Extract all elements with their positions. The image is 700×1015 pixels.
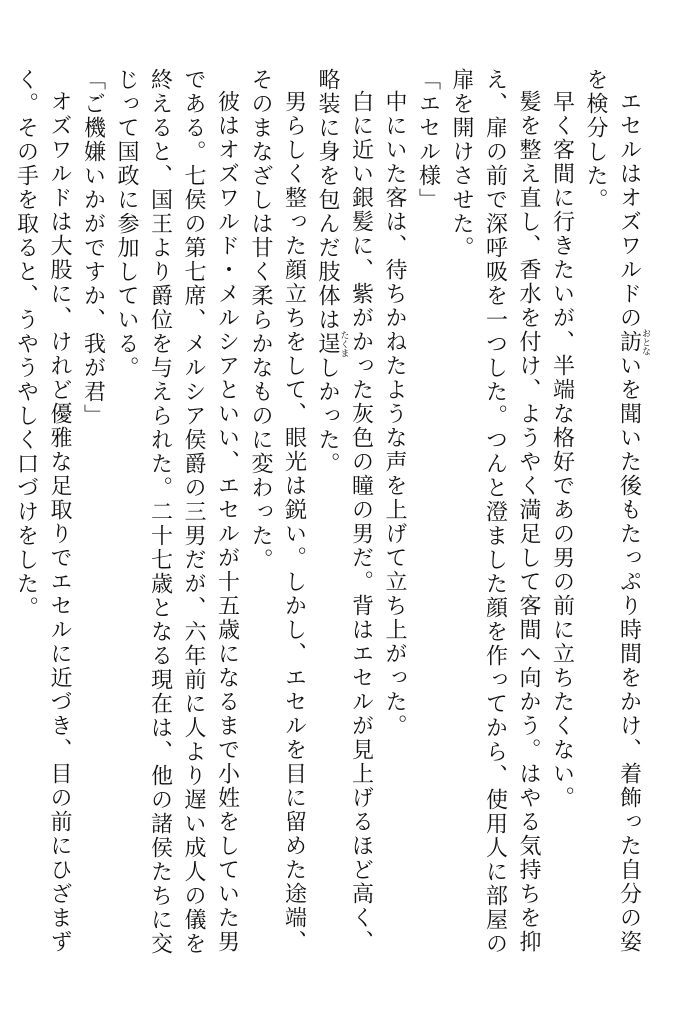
vertical-text-block [9, 68, 650, 968]
paragraph-3: 髪を整え直し、香水を付け、ようやく満足して客間へ向かう。はやる気持ちを抑え、扉の前で深呼吸を一つした。つんと澄ました顔を作ってから、使用人に部屋の扉を開けさせた。 [449, 68, 541, 956]
paragraph-5-text-b: しかった。 [315, 356, 340, 476]
paragraph-1-text-b: いを聞いた後もたっぷり時間をかけ、着飾った自分の姿を検分した。 [583, 68, 642, 954]
paragraph-1-text-a: エセルはオズワルドの [616, 90, 642, 330]
ruby-visit [616, 328, 650, 356]
paragraph-5-text-a: 白に近い銀髪に、紫がかった灰色の瞳の男だ。背はエセルが見上げるほど高く、略装に身を包んだ肢体は [315, 68, 374, 954]
ruby-visit-base: 訪 [616, 328, 642, 356]
ruby-visit-reading: おとな [640, 328, 650, 356]
paragraph-1 [579, 68, 651, 968]
paragraph-7: 彼はオズワルド・メルシアといい、エセルが十五歳になるまで小姓をしていた男である。七侯の第七席、メルシア侯爵の三男だが、六年前に人より遅い成人の儀を終えると、国王より爵位を与えられた。二十七歳となる現在は、他の諸侯たちに交じって国政に参加している。 [114, 68, 240, 956]
ruby-sturdy-base: 逞 [315, 330, 340, 358]
dialogue-1: 「エセル様」 [415, 68, 441, 212]
ruby-sturdy-reading: たくま [338, 330, 349, 358]
paragraph-2: 早く客間に行きたいが、半端な格好であの男の前に立ちたくない。 [549, 90, 575, 810]
paragraph-5 [311, 68, 378, 968]
paragraph-4: 中にいた客は、待ちかねたような声を上げて立ち上がった。 [382, 90, 407, 738]
paragraph-6: 男らしく整った顔立ちをして、眼光は鋭い。しかし、エセルを目に留めた途端、そのまなざしは甘く柔らかなものに変わった。 [248, 68, 307, 954]
dialogue-2: 「ご機嫌いかがですか、我が君」 [80, 68, 106, 428]
ruby-sturdy [315, 330, 349, 358]
paragraph-8: オズワルドは大股に、けれど優雅な足取りでエセルに近づき、目の前にひざまずく。その手を取ると、うやうやしく口づけをした。 [13, 68, 72, 954]
